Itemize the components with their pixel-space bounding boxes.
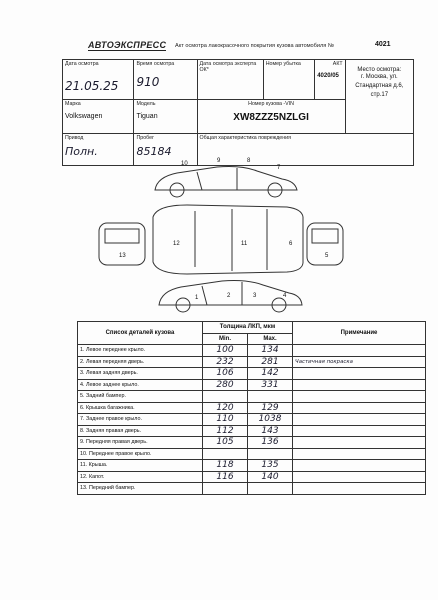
table-row <box>78 368 426 380</box>
model-cell <box>134 100 197 134</box>
part-note: Частичная покраска <box>293 356 426 368</box>
part-note <box>293 483 426 495</box>
part-name: 10. Переднее правое крыло. <box>78 448 203 460</box>
paint-thickness-table <box>77 321 426 495</box>
parts-body <box>78 345 426 495</box>
zone-label: 9 <box>217 158 221 164</box>
col-thickness-header: Толщина ЛКП, мкм <box>203 322 293 334</box>
max-thickness: 142 <box>248 368 293 380</box>
mileage-label: Пробег <box>136 135 155 141</box>
min-thickness: 116 <box>203 471 248 483</box>
damage-label: Общая характеристика повреждения <box>199 135 291 141</box>
date-cell <box>63 60 134 100</box>
document-number: 4021 <box>375 41 391 48</box>
max-thickness: 135 <box>248 460 293 472</box>
windshield-shape <box>105 229 139 243</box>
part-name: 1. Левое переднее крыло. <box>78 345 203 357</box>
part-name: 8. Задняя правая дверь. <box>78 425 203 437</box>
zone-label: 10 <box>181 161 188 167</box>
min-thickness: 105 <box>203 437 248 449</box>
vin-cell <box>197 100 345 134</box>
mileage-value: 85184 <box>136 145 172 158</box>
part-name: 4. Левое заднее крыло. <box>78 379 203 391</box>
zone-label: 13 <box>119 253 126 259</box>
min-thickness <box>203 448 248 460</box>
inspector-cell <box>197 60 263 100</box>
part-name: 5. Задний бампер. <box>78 391 203 403</box>
zone-label: 3 <box>253 293 257 299</box>
min-thickness <box>203 483 248 495</box>
car-right-side-outline <box>155 167 297 191</box>
part-name: 11. Крыша. <box>78 460 203 472</box>
zone-label: 6 <box>289 241 293 247</box>
min-thickness: 120 <box>203 402 248 414</box>
part-note <box>293 437 426 449</box>
branch-cell <box>263 60 314 100</box>
part-note <box>293 460 426 472</box>
zone-label: 8 <box>247 158 251 164</box>
part-note <box>293 379 426 391</box>
part-name: 7. Заднее правое крыло. <box>78 414 203 426</box>
min-thickness: 118 <box>203 460 248 472</box>
model-label: Модель <box>136 101 156 107</box>
max-thickness: 1038 <box>248 414 293 426</box>
company-logo: АВТОЭКСПРЕСС <box>88 40 167 50</box>
min-thickness: 232 <box>203 356 248 368</box>
table-row <box>78 356 426 368</box>
place-cell <box>345 60 413 134</box>
max-thickness <box>248 448 293 460</box>
rear-window-shape <box>312 229 338 243</box>
time-value: 910 <box>136 75 160 89</box>
door-lines <box>197 168 237 190</box>
act-value: 4020/05 <box>317 73 339 79</box>
min-thickness <box>203 391 248 403</box>
act-cell <box>315 60 345 100</box>
col-min-header: Min. <box>203 333 248 345</box>
min-thickness: 280 <box>203 379 248 391</box>
max-thickness: 331 <box>248 379 293 391</box>
table-row <box>78 402 426 414</box>
max-thickness <box>248 391 293 403</box>
zone-label: 2 <box>227 293 231 299</box>
date-value: 21.05.25 <box>65 79 119 93</box>
zone-label: 5 <box>325 253 329 259</box>
col-list-header: Список деталей кузова <box>78 322 203 345</box>
door-lines <box>202 282 242 305</box>
car-diagram-svg <box>77 145 363 320</box>
time-cell <box>134 60 197 100</box>
zone-label: 12 <box>173 241 180 247</box>
col-max-header: Max. <box>248 333 293 345</box>
part-note <box>293 471 426 483</box>
car-top-view-outline <box>153 205 303 274</box>
branch-label: Номер убытка <box>265 61 301 67</box>
zone-label: 11 <box>241 241 248 247</box>
drive-label: Привод <box>65 135 84 141</box>
act-label: АКТ <box>332 61 343 67</box>
zone-label: 4 <box>283 293 287 299</box>
min-thickness: 110 <box>203 414 248 426</box>
part-note <box>293 391 426 403</box>
part-note <box>293 414 426 426</box>
place-value: г. Москва, ул. Стандартная д.6, стр.17 <box>355 74 404 98</box>
brand-cell <box>63 100 134 134</box>
part-note <box>293 368 426 380</box>
max-thickness: 129 <box>248 402 293 414</box>
table-row <box>78 437 426 449</box>
vin-label: Номер кузова -VIN <box>248 101 295 107</box>
inspector-label: Дата осмотра эксперта ОК* <box>199 61 257 73</box>
table-row <box>78 460 426 472</box>
table-row <box>78 471 426 483</box>
part-note <box>293 448 426 460</box>
table-row <box>78 425 426 437</box>
time-label: Время осмотра <box>136 61 175 67</box>
zone-label: 7 <box>277 165 281 171</box>
part-note <box>293 425 426 437</box>
model-value: Tiguan <box>136 113 158 120</box>
part-name: 12. Капот. <box>78 471 203 483</box>
part-note <box>293 345 426 357</box>
brand-label: Марка <box>65 101 81 107</box>
drive-value: Полн. <box>65 145 98 158</box>
max-thickness: 281 <box>248 356 293 368</box>
part-note <box>293 402 426 414</box>
car-body-diagram <box>77 145 363 320</box>
part-name: 13. Передний бампер. <box>78 483 203 495</box>
max-thickness: 136 <box>248 437 293 449</box>
table-row <box>78 448 426 460</box>
max-thickness <box>248 483 293 495</box>
part-name: 3. Левая задняя дверь. <box>78 368 203 380</box>
zone-numbers <box>119 158 329 301</box>
car-left-side-outline <box>159 281 302 306</box>
table-row <box>78 414 426 426</box>
vin-value: XW8ZZZ5NZLGI <box>233 112 309 123</box>
max-thickness: 143 <box>248 425 293 437</box>
date-label: Дата осмотра <box>65 61 99 67</box>
part-name: 2. Левая передняя дверь. <box>78 356 203 368</box>
table-row <box>78 483 426 495</box>
table-row <box>78 345 426 357</box>
document-title: Акт осмотра лакокрасочного покрытия кузова автомобиля № <box>175 43 334 49</box>
min-thickness: 106 <box>203 368 248 380</box>
table-row <box>78 391 426 403</box>
min-thickness: 112 <box>203 425 248 437</box>
table-row <box>78 379 426 391</box>
part-name: 6. Крышка багажника. <box>78 402 203 414</box>
col-note-header: Примечание <box>293 322 426 345</box>
min-thickness: 100 <box>203 345 248 357</box>
zone-label: 1 <box>195 295 199 301</box>
place-label: Место осмотра: <box>357 67 402 73</box>
top-view-sections <box>195 209 267 271</box>
brand-value: Volkswagen <box>65 113 103 120</box>
max-thickness: 134 <box>248 345 293 357</box>
part-name: 9. Передняя правая дверь. <box>78 437 203 449</box>
max-thickness: 140 <box>248 471 293 483</box>
